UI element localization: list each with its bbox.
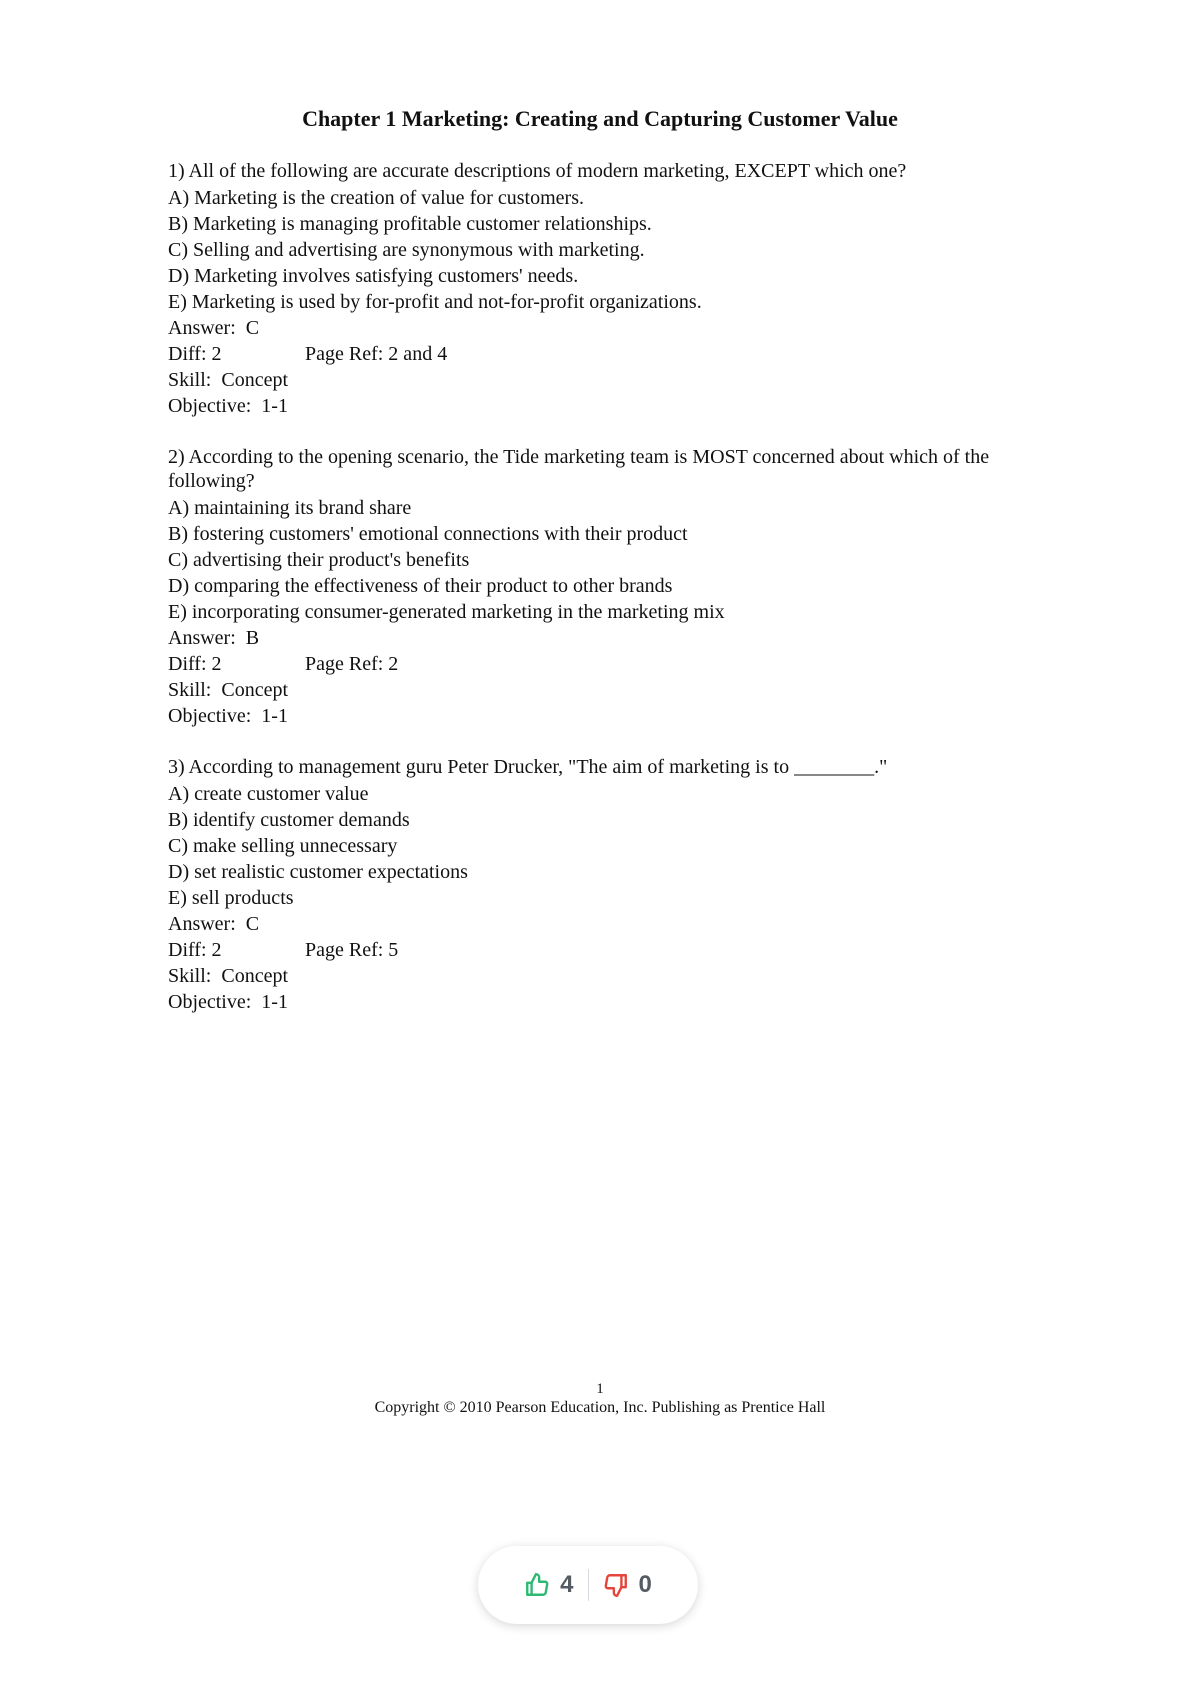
page-number: 1 bbox=[596, 1381, 604, 1397]
option-e: E) incorporating consumer-generated marketing in the marketing mix bbox=[168, 601, 725, 623]
option-a: A) create customer value bbox=[168, 783, 369, 805]
chapter-title: Chapter 1 Marketing: Creating and Capturing Customer Value bbox=[302, 106, 898, 131]
question-2 bbox=[168, 445, 1068, 729]
page-ref: Page Ref: 5 bbox=[305, 939, 399, 961]
difficulty-row bbox=[168, 937, 1068, 963]
question-stem: 2) According to the opening scenario, the Tide marketing team is MOST concerned about which of the following? bbox=[168, 446, 990, 492]
difficulty-row bbox=[168, 341, 1068, 367]
difficulty: Diff: 2 bbox=[168, 653, 222, 675]
dislike-count: 0 bbox=[638, 1571, 652, 1598]
question-list bbox=[168, 159, 1068, 1041]
option-a: A) maintaining its brand share bbox=[168, 497, 412, 519]
answer-line: Answer: C bbox=[168, 913, 260, 935]
skill-line: Skill: Concept bbox=[168, 965, 288, 987]
skill-line: Skill: Concept bbox=[168, 679, 288, 701]
difficulty: Diff: 2 bbox=[168, 939, 222, 961]
difficulty-row bbox=[168, 651, 1068, 677]
option-b: B) fostering customers' emotional connections with their product bbox=[168, 523, 688, 545]
copyright-notice: Copyright © 2010 Pearson Education, Inc. Publishing as Prentice Hall bbox=[374, 1399, 826, 1416]
question-stem: 3) According to management guru Peter Drucker, "The aim of marketing is to ________." bbox=[168, 756, 888, 778]
option-a: A) Marketing is the creation of value for customers. bbox=[168, 187, 584, 209]
question-3 bbox=[168, 755, 1068, 1015]
option-d: D) set realistic customer expectations bbox=[168, 861, 468, 883]
like-count: 4 bbox=[560, 1571, 574, 1598]
objective-line: Objective: 1-1 bbox=[168, 991, 288, 1013]
thumbs-down-icon bbox=[603, 1572, 629, 1598]
option-c: C) advertising their product's benefits bbox=[168, 549, 470, 571]
difficulty: Diff: 2 bbox=[168, 343, 222, 365]
answer-line: Answer: B bbox=[168, 627, 260, 649]
objective-line: Objective: 1-1 bbox=[168, 395, 288, 417]
option-d: D) Marketing involves satisfying customers' needs. bbox=[168, 265, 579, 287]
dislike-button[interactable] bbox=[589, 1571, 666, 1599]
like-button[interactable] bbox=[510, 1571, 587, 1599]
option-e: E) sell products bbox=[168, 887, 294, 909]
thumbs-up-icon bbox=[524, 1572, 550, 1598]
page-ref: Page Ref: 2 and 4 bbox=[305, 343, 448, 365]
vote-widget bbox=[478, 1546, 698, 1624]
answer-line: Answer: C bbox=[168, 317, 260, 339]
option-b: B) Marketing is managing profitable customer relationships. bbox=[168, 213, 652, 235]
question-1 bbox=[168, 159, 1068, 419]
question-stem: 1) All of the following are accurate descriptions of modern marketing, EXCEPT which one? bbox=[168, 160, 907, 182]
skill-line: Skill: Concept bbox=[168, 369, 288, 391]
option-c: C) Selling and advertising are synonymous with marketing. bbox=[168, 239, 645, 261]
objective-line: Objective: 1-1 bbox=[168, 705, 288, 727]
option-d: D) comparing the effectiveness of their product to other brands bbox=[168, 575, 673, 597]
page-ref: Page Ref: 2 bbox=[305, 653, 399, 675]
page-footer bbox=[0, 1380, 1200, 1418]
option-b: B) identify customer demands bbox=[168, 809, 410, 831]
option-e: E) Marketing is used by for-profit and not-for-profit organizations. bbox=[168, 291, 702, 313]
option-c: C) make selling unnecessary bbox=[168, 835, 398, 857]
